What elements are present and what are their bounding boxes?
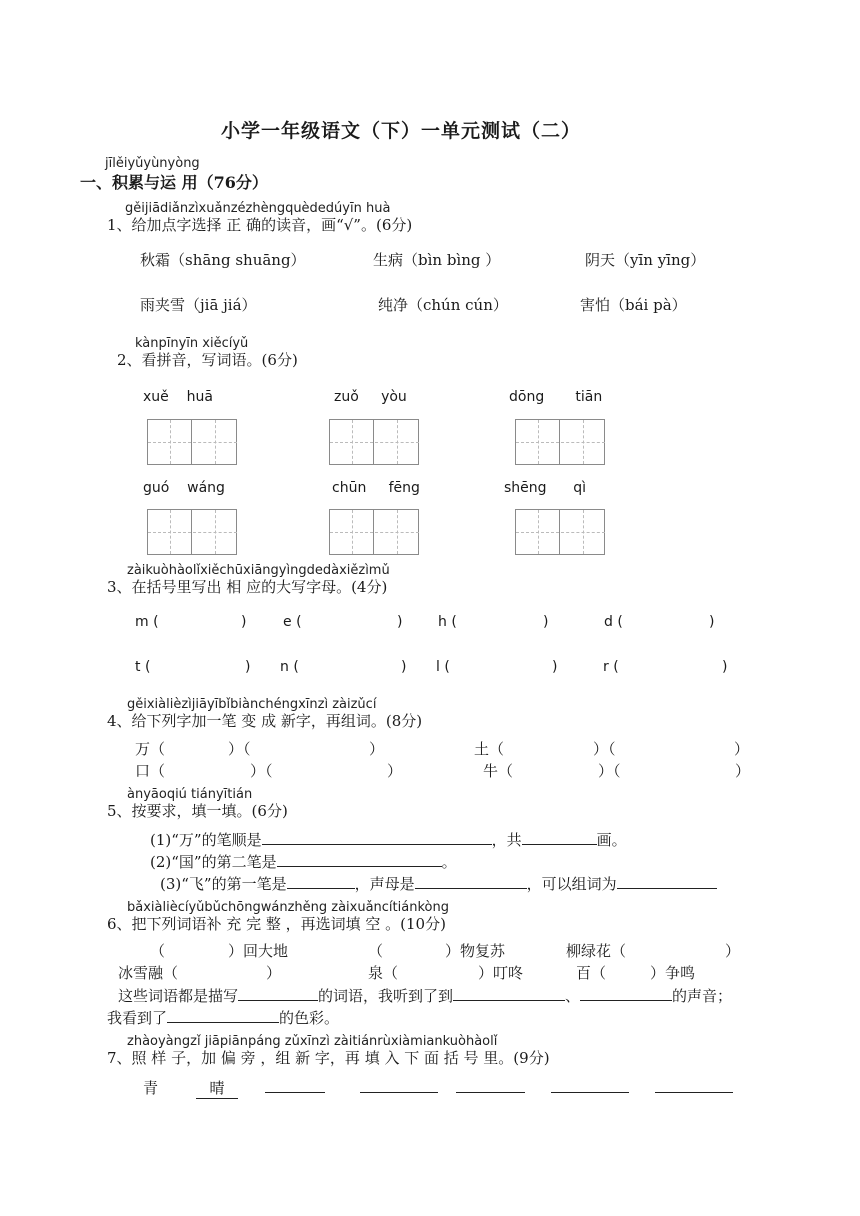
- writing-grid[interactable]: [515, 419, 605, 465]
- answer-blank[interactable]: [617, 874, 717, 889]
- answer-blank[interactable]: [551, 1092, 629, 1093]
- q4-paren[interactable]: ）（: [228, 740, 251, 758]
- q4-instruction: 4、给下列字加一笔 变 成 新字，再组词。(8分): [107, 712, 423, 730]
- q6-word: ）物复苏: [445, 942, 506, 960]
- letter-label: d (: [604, 614, 623, 630]
- q1-item: 雨夹雪（jiā jiá）: [140, 296, 257, 314]
- letter-blank-end[interactable]: ): [245, 659, 251, 675]
- q6-instruction: 6、把下列词语补 充 完 整 ，再选词填 空 。(10分): [107, 915, 446, 933]
- q6-sentence1: 这些词语都是描写 的词语，我听到了到 、 的声音；: [118, 987, 733, 1005]
- q2-instruction: 2、看拼音，写词语。(6分): [117, 351, 298, 369]
- q1-item: 秋霜（shāng shuāng）: [140, 251, 306, 269]
- letter-blank-end[interactable]: ): [241, 614, 247, 630]
- writing-grid[interactable]: [329, 419, 419, 465]
- letter-label: r (: [603, 659, 619, 675]
- letter-blank-end[interactable]: ): [552, 659, 558, 675]
- answer-blank[interactable]: [287, 874, 355, 889]
- q4-paren[interactable]: ）（: [250, 762, 273, 780]
- q6-blank[interactable]: （: [150, 942, 166, 960]
- answer-blank[interactable]: [238, 986, 318, 1001]
- answer-blank[interactable]: [167, 1008, 279, 1023]
- q5-line3: (3)“飞”的第一笔是 ，声母是 ，可以组词为: [160, 873, 717, 894]
- pinyin-word: shēng qì: [504, 480, 587, 496]
- q4-paren[interactable]: ）（: [598, 762, 621, 780]
- pinyin-word: guó wáng: [143, 480, 225, 496]
- q6-word: 冰雪融（: [118, 964, 179, 982]
- q3-instruction: 3、在括号里写出 相 应的大写字母。(4分): [107, 578, 388, 596]
- q4-char: 牛（: [483, 762, 514, 780]
- q1-pinyin: gěijiādiǎnzìxuǎnzézhèngquèdedúyīn huà: [125, 201, 391, 216]
- q1-item: 阴天（yīn yīng）: [585, 251, 706, 269]
- answer-blank[interactable]: [265, 1092, 325, 1093]
- q4-paren[interactable]: ）: [734, 740, 750, 758]
- writing-grid[interactable]: [329, 509, 419, 555]
- q6-word: 柳绿花（: [566, 942, 627, 960]
- section-pinyin: jīlěiyǔyùnyòng: [105, 156, 200, 171]
- writing-grid[interactable]: [147, 419, 237, 465]
- q6-word: ）回大地: [228, 942, 289, 960]
- letter-label: n (: [280, 659, 299, 675]
- q4-char: 口（: [135, 762, 166, 780]
- answer-blank[interactable]: [277, 852, 442, 867]
- letter-label: l (: [436, 659, 450, 675]
- answer-blank[interactable]: [456, 1092, 525, 1093]
- letter-label: t (: [135, 659, 151, 675]
- q5-line1: (1)“万”的笔顺是 ，共 画。: [150, 831, 627, 849]
- q1-item: 生病（bìn bìng ）: [373, 251, 501, 269]
- q1-item: 害怕（bái pà）: [580, 296, 687, 314]
- letter-blank-end[interactable]: ): [722, 659, 728, 675]
- letter-label: m (: [135, 614, 159, 630]
- q6-blank[interactable]: ）: [266, 964, 282, 982]
- answer-blank[interactable]: [580, 986, 672, 1001]
- section-heading: 一、积累与运 用（76分）: [80, 173, 268, 192]
- q6-word: ）争鸣: [650, 964, 696, 982]
- q7-instruction: 7、照 样 子，加 偏 旁 ，组 新 字，再 填 入 下 面 括 号 里。(9分): [107, 1049, 550, 1067]
- letter-blank-end[interactable]: ): [543, 614, 549, 630]
- q4-paren[interactable]: ）: [735, 762, 751, 780]
- q6-word: ）叮咚: [478, 964, 524, 982]
- letter-label: h (: [438, 614, 457, 630]
- letter-blank-end[interactable]: ): [401, 659, 407, 675]
- q5-pinyin: ànyāoqiú tiányītián: [127, 787, 253, 802]
- q4-char: 万（: [135, 740, 166, 758]
- letter-label: e (: [283, 614, 302, 630]
- q4-pinyin: gěixiàlièzìjiāyībǐbiànchéngxīnzì zàizǔcí: [127, 697, 377, 712]
- example-base-char: 青: [143, 1079, 159, 1097]
- example-answer: 晴: [196, 1077, 238, 1099]
- page-title: 小学一年级语文（下）一单元测试（二）: [221, 120, 582, 142]
- q6-pinyin: bǎxiàliècíyǔbǔchōngwánzhěng zàixuǎncítiánkòng: [127, 900, 449, 915]
- writing-grid[interactable]: [515, 509, 605, 555]
- answer-blank[interactable]: [453, 986, 565, 1001]
- answer-blank[interactable]: [655, 1092, 733, 1093]
- letter-blank-end[interactable]: ): [709, 614, 715, 630]
- q6-blank[interactable]: （: [368, 942, 384, 960]
- q5-instruction: 5、按要求，填一填。(6分): [107, 802, 288, 820]
- pinyin-word: dōng tiān: [509, 389, 603, 405]
- pinyin-word: zuǒ yòu: [334, 389, 407, 405]
- q4-paren[interactable]: ）: [387, 762, 403, 780]
- q1-item: 纯净（chún cún）: [378, 296, 508, 314]
- q3-pinyin: zàikuòhàolǐxiěchūxiāngyìngdedàxiězìmǔ: [127, 563, 390, 578]
- q4-char: 土（: [474, 740, 505, 758]
- q4-paren[interactable]: ）（: [593, 740, 616, 758]
- q6-word: 泉（: [368, 964, 399, 982]
- q6-blank[interactable]: ）: [725, 942, 741, 960]
- answer-blank[interactable]: [360, 1092, 438, 1093]
- writing-grid[interactable]: [147, 509, 237, 555]
- pinyin-word: chūn fēng: [332, 480, 420, 496]
- q4-paren[interactable]: ）: [369, 740, 385, 758]
- answer-blank[interactable]: [522, 830, 597, 845]
- letter-blank-end[interactable]: ): [397, 614, 403, 630]
- answer-blank[interactable]: [262, 830, 492, 845]
- q5-line2: (2)“国”的第二笔是 。: [150, 853, 457, 871]
- q7-pinyin: zhàoyàngzǐ jiāpiānpáng zǔxīnzì zàitiánrùxiàmiankuòhàolǐ: [127, 1034, 498, 1049]
- q1-instruction: 1、给加点字选择 正 确的读音，画“√”。(6分): [107, 216, 413, 234]
- pinyin-word: xuě huā: [143, 389, 213, 405]
- answer-blank[interactable]: [415, 874, 527, 889]
- q2-pinyin: kànpīnyīn xiěcíyǔ: [135, 336, 249, 351]
- q6-sentence2: 我看到了 的色彩。: [107, 1009, 340, 1027]
- q6-word: 百（: [576, 964, 607, 982]
